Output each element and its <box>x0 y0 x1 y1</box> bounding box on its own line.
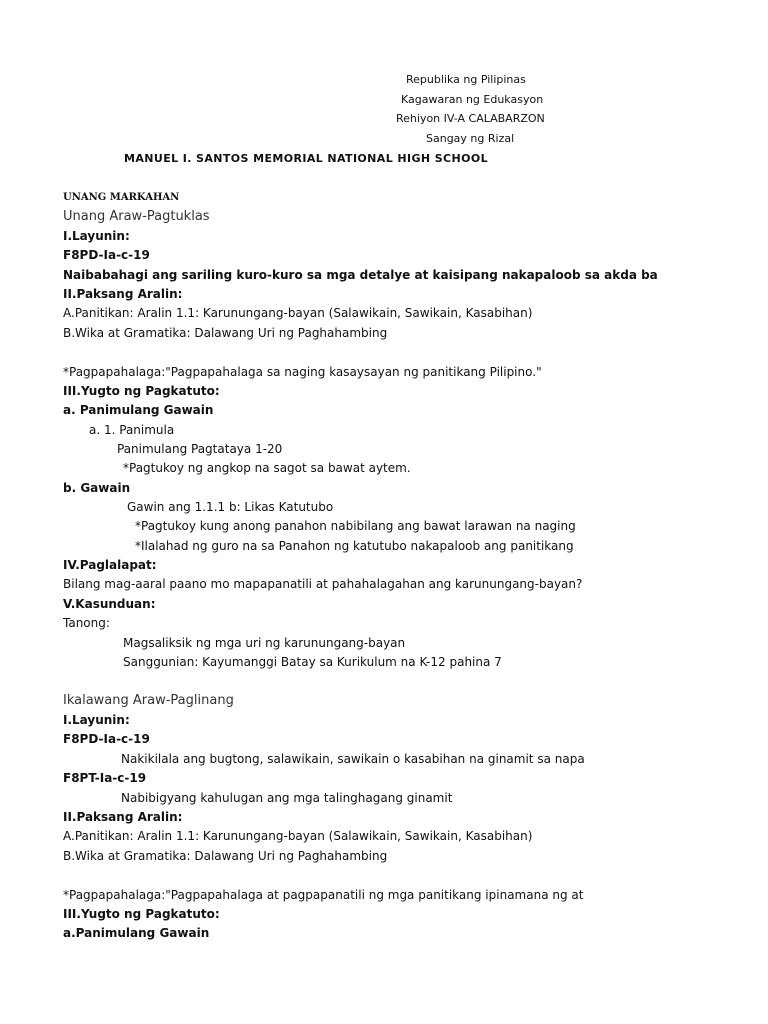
day2-paksa-heading: II.Paksang Aralin: <box>63 810 183 824</box>
day1-pagtataya-note: *Pagtukoy ng angkop na sagot sa bawat aytem. <box>123 461 411 475</box>
day2-objective-2: Nabibigyang kahulugan ang mga talinghagang ginamit <box>121 791 453 805</box>
header-department: Kagawaran ng Edukasyon <box>401 93 544 106</box>
quarter-label: UNANG MARKAHAN <box>63 192 180 203</box>
header-republic: Republika ng Pilipinas <box>406 73 526 86</box>
day1-paglalapat: Bilang mag-aaral paano mo mapapanatili at pahahalagahan ang karunungang-bayan? <box>63 577 583 591</box>
day1-paksa-heading: II.Paksang Aralin: <box>63 287 183 301</box>
day2-layunin-heading: I.Layunin: <box>63 713 130 727</box>
day1-title: Unang Araw-Pagtuklas <box>63 209 210 224</box>
day1-yugto-heading: III.Yugto ng Pagkatuto: <box>63 384 220 398</box>
day2-panitikan: A.Panitikan: Aralin 1.1: Karunungang-bayan (Salawikain, Sawikain, Kasabihan) <box>63 829 533 843</box>
day1-kasunduan-heading: V.Kasunduan: <box>63 597 156 611</box>
day1-panimula: a. 1. Panimula <box>89 423 175 437</box>
day1-panimulang-gawain: a. Panimulang Gawain <box>63 403 214 417</box>
day1-pagpapahalaga: *Pagpapahalaga:"Pagpapahalaga sa naging kasaysayan ng panitikang Pilipino." <box>63 365 542 379</box>
day2-title: Ikalawang Araw-Paglinang <box>63 693 234 708</box>
day1-gawin-note2: *Ilalahad ng guro na sa Panahon ng katutubo nakapaloob ang panitikang <box>135 539 574 553</box>
day1-panitikan: A.Panitikan: Aralin 1.1: Karunungang-bayan (Salawikain, Sawikain, Kasabihan) <box>63 306 533 320</box>
day1-wika: B.Wika at Gramatika: Dalawang Uri ng Paghahambing <box>63 326 388 340</box>
day2-competency-code-1: F8PD-Ia-c-19 <box>63 732 150 746</box>
day1-tanong: Tanong: <box>63 616 110 630</box>
header-division: Sangay ng Rizal <box>426 132 515 145</box>
day1-sanggunian: Sanggunian: Kayumanggi Batay sa Kurikulum na K-12 pahina 7 <box>123 655 502 669</box>
day2-panimulang-gawain: a.Panimulang Gawain <box>63 926 210 940</box>
day2-pagpapahalaga: *Pagpapahalaga:"Pagpapahalaga at pagpapanatili ng mga panitikang ipinamana ng at <box>63 888 584 902</box>
day1-layunin-heading: I.Layunin: <box>63 229 130 243</box>
day1-magsaliksik: Magsaliksik ng mga uri ng karunungang-bayan <box>123 636 406 650</box>
header-region: Rehiyon IV-A CALABARZON <box>396 112 545 125</box>
day2-competency-code-2: F8PT-Ia-c-19 <box>63 771 147 785</box>
day1-paglalapat-heading: IV.Paglalapat: <box>63 558 157 572</box>
day1-gawin-note1: *Pagtukoy kung anong panahon nabibilang ang bawat larawan na naging <box>135 519 576 533</box>
day1-gawin: Gawin ang 1.1.1 b: Likas Katutubo <box>127 500 334 514</box>
day1-competency-code: F8PD-Ia-c-19 <box>63 248 150 262</box>
day2-wika: B.Wika at Gramatika: Dalawang Uri ng Paghahambing <box>63 849 388 863</box>
day2-objective-1: Nakikilala ang bugtong, salawikain, sawikain o kasabihan na ginamit sa napa <box>121 752 585 766</box>
school-name: MANUEL I. SANTOS MEMORIAL NATIONAL HIGH SCHOOL <box>124 152 489 165</box>
day1-objective: Naibabahagi ang sariling kuro-kuro sa mga detalye at kaisipang nakapaloob sa akda ba <box>63 268 658 282</box>
day2-yugto-heading: III.Yugto ng Pagkatuto: <box>63 907 220 921</box>
day1-gawain-heading: b. Gawain <box>63 481 131 495</box>
day1-pagtataya: Panimulang Pagtataya 1-20 <box>117 442 283 456</box>
